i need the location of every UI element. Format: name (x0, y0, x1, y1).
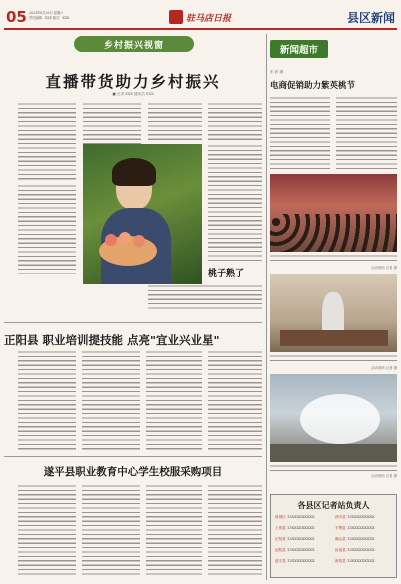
contact-phone: 13XXXXXXXXX (286, 526, 315, 530)
contact-phone: 13XXXXXXXXX (286, 559, 315, 563)
article-3-col-3 (146, 484, 202, 576)
spray-cloud (300, 394, 380, 444)
article-1-col-5 (18, 184, 76, 274)
contact-item (275, 515, 315, 520)
photo-caption-title: 桃子熟了 (208, 269, 245, 279)
peach-1 (105, 234, 117, 246)
section-label-box (270, 40, 328, 58)
contacts-box (270, 494, 397, 578)
section-title: 县区新闻 (346, 11, 395, 25)
contact-name: 泌阳县 (275, 548, 286, 552)
article-2-col-1 (18, 350, 76, 450)
photo-2-caption: 活动现场 记者 摄 (371, 366, 397, 370)
contact-item (275, 548, 315, 553)
column-divider (266, 34, 267, 580)
right-article-col-1 (270, 96, 330, 171)
article-2-col-3 (146, 350, 202, 450)
person-hair (112, 158, 156, 186)
divider-1 (4, 322, 262, 323)
contact-name: 新蔡县 (335, 559, 346, 563)
photo-3-caption-text (270, 464, 397, 472)
article-2-col-2 (82, 350, 140, 450)
contact-phone: 13XXXXXXXXX (346, 559, 375, 563)
contacts-title: 各县区记者站负责人 (297, 500, 370, 510)
paper-logo (169, 8, 239, 26)
contact-item (275, 537, 315, 542)
header-meta-2: 责任编辑：XXX 版式：XXX (29, 16, 70, 20)
divider-2 (4, 456, 262, 457)
banner-text: 乡村振兴视窗 (103, 41, 164, 51)
section-label: 新闻超市 (279, 45, 318, 56)
article-1-col-3 (148, 102, 202, 142)
banner (74, 36, 194, 52)
right-section (270, 32, 397, 580)
article-2-col-4 (208, 350, 262, 450)
contact-name: 确山县 (335, 537, 346, 541)
ground (270, 444, 397, 462)
contact-name: 汝南县 (335, 548, 346, 552)
right-article-col-2 (336, 96, 397, 171)
contacts-grid (275, 515, 394, 575)
photo-caption-text (148, 284, 262, 312)
contact-name: 驿城区 (275, 515, 286, 519)
headline-1: 直播带货助力乡村振兴 (45, 72, 221, 91)
article-1-col-1 (18, 102, 76, 182)
contact-name: 西平县 (335, 515, 346, 519)
table (280, 330, 388, 346)
right-headline: 电商促销助力紫英桃节 (270, 81, 356, 91)
contact-item (335, 526, 375, 531)
contact-item (335, 537, 375, 542)
contact-name: 遂平县 (275, 559, 286, 563)
contact-name: 平舆县 (335, 526, 346, 530)
byline-1: ■ 记者 XXX 通讯员 XXX (112, 92, 154, 96)
photo-1-caption: 活动现场 记者 摄 (371, 266, 397, 270)
spray-photo (270, 374, 397, 462)
contact-phone: 13XXXXXXXXX (286, 515, 315, 519)
header-rule (4, 28, 397, 30)
article-1-col-4 (208, 102, 262, 142)
presentation-photo (270, 274, 397, 352)
contact-phone: 13XXXXXXXXX (286, 537, 315, 541)
article-3-col-4 (208, 484, 262, 576)
article-3-col-1 (18, 484, 76, 576)
peach-photo (83, 144, 202, 284)
crowd-row-1 (270, 214, 397, 252)
contact-phone: 13XXXXXXXXX (346, 548, 375, 552)
contact-phone: 13XXXXXXXXX (346, 537, 375, 541)
contact-phone: 13XXXXXXXXX (346, 515, 375, 519)
contact-item (275, 559, 315, 564)
contact-phone: 13XXXXXXXXX (286, 548, 315, 552)
photo-2-caption-text (270, 354, 397, 364)
photo-1-caption-text (270, 254, 397, 264)
photo-3-caption: 活动现场 记者 摄 (371, 474, 397, 478)
peach-3 (133, 235, 145, 247)
contact-item (335, 559, 375, 564)
contact-name: 正阳县 (275, 537, 286, 541)
paper-logo-mark (169, 10, 183, 24)
article-1-col-6 (208, 144, 262, 264)
left-section (4, 32, 262, 580)
kicker: 东 欣 摄 (270, 70, 284, 74)
contact-phone: 13XXXXXXXXX (346, 526, 375, 530)
peach-2 (119, 232, 131, 244)
contact-item (275, 526, 315, 531)
contact-item (335, 548, 375, 553)
paper-name: 驻马店日报 (186, 14, 232, 24)
contact-item (335, 515, 375, 520)
page-number: 05 (6, 8, 27, 26)
article-3-col-2 (82, 484, 140, 576)
headline-3: 遂平县职业教育中心学生校服采购项目 (43, 466, 223, 478)
crowd-photo (270, 174, 397, 252)
header-meta-1: 2023年8月26日 星期六 (29, 11, 64, 15)
contact-name: 上蔡县 (275, 526, 286, 530)
headline-2: 正阳县 职业培训提技能 点亮"宜业兴业星" (4, 333, 220, 347)
